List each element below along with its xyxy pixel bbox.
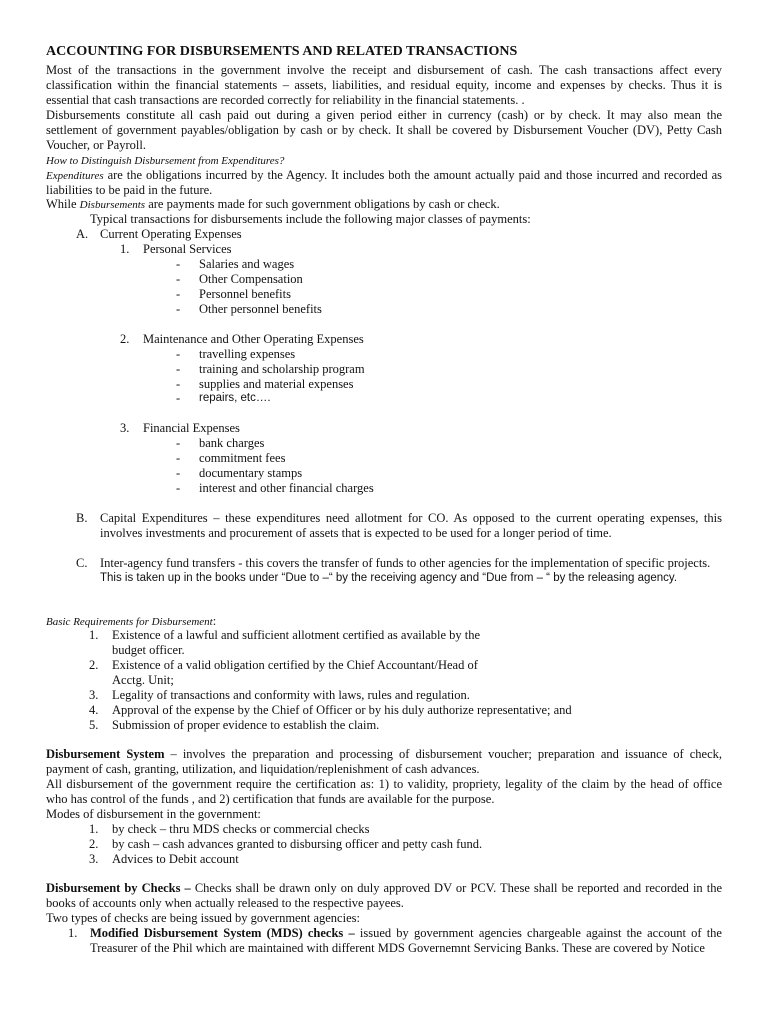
requirement-text: Legality of transactions and conformity with laws, rules and regulation. [112, 688, 470, 702]
class-c-label: C. [76, 556, 88, 570]
disbursements-term: Disbursements [79, 199, 146, 211]
disbursement-system-line-1 [46, 747, 722, 762]
list-dash: - [176, 257, 181, 271]
requirement-number: 3. [89, 688, 99, 702]
requirement-text: Submission of proper evidence to establish the claim. [112, 718, 380, 732]
mode-number: 3. [89, 852, 99, 866]
expenditures-text: are the obligations incurred by the Agency. It includes both the amount actually paid and those incurred and recorded as [103, 168, 722, 182]
disbursement-system-line-3: All disbursement of the government require the certification as: 1) to validity, propriety, legality of the claim by the head of office [46, 777, 722, 791]
list-item: Salaries and wages [199, 257, 295, 271]
disbursement-definition-line-3: Voucher, or Payroll. [46, 138, 146, 152]
requirement-number: 5. [89, 718, 99, 732]
list-dash: - [176, 302, 181, 316]
mode-number: 1. [89, 822, 99, 836]
intro-line-1: Most of the transactions in the government involve the receipt and disbursement of cash. The cash transactions affect every [46, 63, 722, 77]
checks-line-2: books of accounts only when actually released to the respective payees. [46, 896, 404, 910]
list-dash: - [176, 377, 181, 391]
group-1-number: 1. [120, 242, 130, 256]
list-item: repairs, etc…. [199, 392, 271, 404]
page-title: ACCOUNTING FOR DISBURSEMENTS AND RELATED TRANSACTIONS [46, 44, 518, 59]
while-prefix: While [46, 197, 80, 211]
mode-text: Advices to Debit account [112, 852, 239, 866]
disbursement-definition-line-1: Disbursements constitute all cash paid out during a given period either in currency (cash) or by check. It may also mean the [46, 108, 722, 122]
list-item: Personnel benefits [199, 287, 291, 301]
distinguish-heading: How to Distinguish Disbursement from Expenditures? [46, 155, 285, 167]
list-dash: - [176, 347, 181, 361]
disbursement-system-line-4: who has control of the funds , and 2) certification that funds are available for the purpose. [46, 792, 495, 806]
list-item: supplies and material expenses [199, 377, 354, 391]
list-item: travelling expenses [199, 347, 296, 361]
class-c-line-2: This is taken up in the books under “Due to –“ by the receiving agency and “Due from – “ by the releasing agency. [100, 572, 678, 584]
expenditures-line-1 [46, 168, 722, 184]
list-dash: - [176, 466, 181, 480]
list-dash: - [176, 287, 181, 301]
class-b-line-1: Capital Expenditures – these expenditures need allotment for CO. As opposed to the current operating expenses, this [100, 511, 722, 525]
basic-requirements-colon: : [212, 614, 217, 628]
requirement-number: 2. [89, 658, 99, 672]
group-2-number: 2. [120, 332, 130, 346]
group-1-title: Personal Services [143, 242, 232, 256]
group-3-title: Financial Expenses [143, 421, 240, 435]
list-item: interest and other financial charges [199, 481, 374, 495]
list-item: Other Compensation [199, 272, 303, 286]
class-b-line-2: involves investments and procurement of assets that is expected to be used for a longer period of time. [100, 526, 612, 540]
expenditures-line-2: liabilities to be paid in the future. [46, 183, 213, 197]
check-type-number: 1. [68, 926, 78, 940]
mode-number: 2. [89, 837, 99, 851]
intro-line-3: essential that cash transactions are recorded correctly for reliability in the financial statements. . [46, 93, 525, 107]
checks-term: Disbursement by Checks – [46, 881, 191, 895]
disbursement-system-line-5: Modes of disbursement in the government: [46, 807, 261, 821]
mode-text: by cash – cash advances granted to disbursing officer and petty cash fund. [112, 837, 483, 851]
class-b-label: B. [76, 511, 88, 525]
group-3-number: 3. [120, 421, 130, 435]
mds-checks-text: issued by government agencies chargeable against the account of the [354, 926, 722, 940]
typical-transactions: Typical transactions for disbursements include the following major classes of payments: [90, 212, 531, 226]
check-type-line-1 [90, 926, 722, 941]
basic-requirements-title: Basic Requirements for Disbursement [46, 616, 213, 628]
disbursement-definition-line-2: settlement of government payables/obligation by cash or by check. It shall be covered by Disbursement Voucher (DV), Petty Cash [46, 123, 722, 137]
check-type-line-2: Treasurer of the Phil which are maintained with different MDS Governemnt Servicing Banks. These are covered by Notice [90, 941, 705, 955]
list-dash: - [176, 436, 181, 450]
class-a-title: Current Operating Expenses [100, 227, 242, 241]
class-c-line-1: Inter-agency fund transfers - this covers the transfer of funds to other agencies for the implementation of specific projects. [100, 556, 711, 570]
requirement-text: budget officer. [112, 643, 185, 657]
group-2-title: Maintenance and Other Operating Expenses [143, 332, 364, 346]
list-item: Other personnel benefits [199, 302, 322, 316]
requirement-text: Existence of a lawful and sufficient allotment certified as available by the [112, 628, 481, 642]
requirement-text: Existence of a valid obligation certified by the Chief Accountant/Head of [112, 658, 478, 672]
requirement-text: Acctg. Unit; [112, 673, 174, 687]
mode-text: by check – thru MDS checks or commercial checks [112, 822, 370, 836]
list-item: bank charges [199, 436, 265, 450]
requirement-number: 4. [89, 703, 99, 717]
while-text: are payments made for such government obligations by cash or check. [145, 197, 500, 211]
disbursement-system-line-2: payment of cash, granting, utilization, and liquidation/replenishment of cash advances. [46, 762, 480, 776]
list-dash: - [176, 481, 181, 495]
list-item: training and scholarship program [199, 362, 365, 376]
checks-line-1 [46, 881, 722, 896]
while-line [46, 197, 500, 213]
disbursement-system-term: Disbursement System [46, 747, 165, 761]
disbursement-system-text: – involves the preparation and processing of disbursement voucher; preparation and issuance of check, [164, 747, 722, 761]
class-a-label: A. [76, 227, 89, 241]
requirement-number: 1. [89, 628, 99, 642]
list-dash: - [176, 362, 181, 376]
list-dash: - [176, 272, 181, 286]
checks-text: Checks shall be drawn only on duly approved DV or PCV. These shall be reported and recorded in the [190, 881, 722, 895]
list-dash: - [176, 391, 181, 405]
expenditures-term: Expenditures [46, 170, 104, 182]
list-dash: - [176, 451, 181, 465]
requirement-text: Approval of the expense by the Chief of Officer or by his duly authorize representative; and [112, 703, 572, 717]
intro-line-2: classification within the financial statements – assets, liabilities, and residual equity, income and expenses by checks. Thus it is [46, 78, 722, 92]
checks-line-3: Two types of checks are being issued by government agencies: [46, 911, 360, 925]
mds-checks-term: Modified Disbursement System (MDS) checks – [90, 926, 355, 940]
list-item: documentary stamps [199, 466, 303, 480]
list-item: commitment fees [199, 451, 286, 465]
